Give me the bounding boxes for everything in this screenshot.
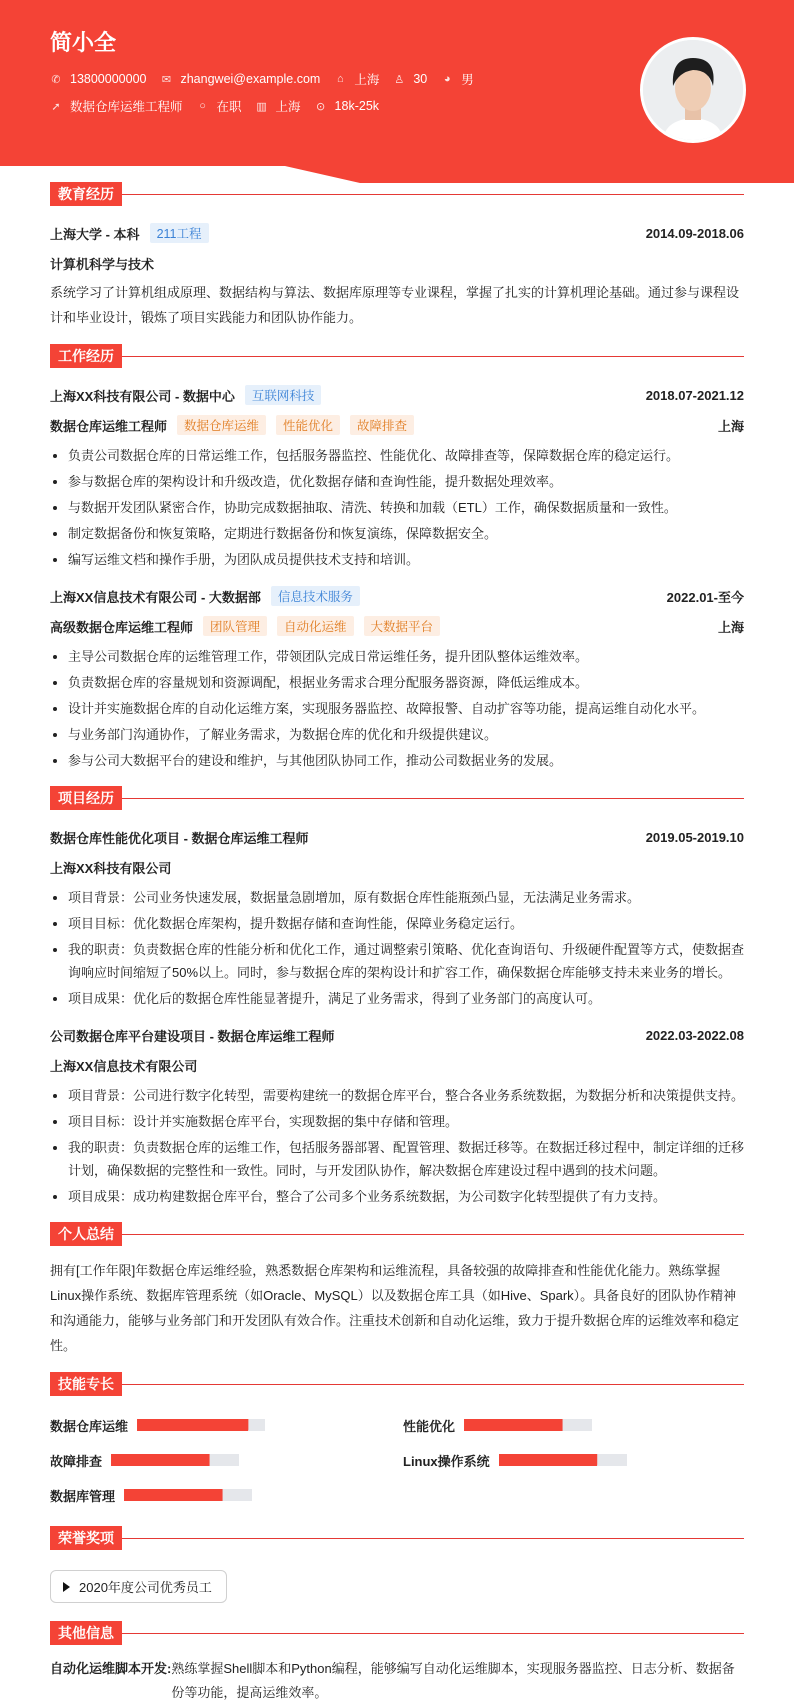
project-entry xyxy=(50,1020,744,1208)
job-entry xyxy=(50,581,744,772)
skill-name: 数据仓库运维 xyxy=(50,1418,129,1434)
section-header xyxy=(50,1222,744,1246)
other-value: 熟练掌握Shell脚本和Python编程，能够编写自动化运维脚本，实现服务器监控、日志分析、数据备份等功能，提高运维效率。 xyxy=(171,1661,735,1700)
job-status: 在职 xyxy=(216,100,242,114)
home-icon: ⌂ xyxy=(337,73,344,85)
resume-body xyxy=(50,182,744,1705)
industry-tag: 信息技术服务 xyxy=(271,586,360,606)
building-icon: ▥ xyxy=(256,100,267,113)
education-date: 2014.09-2018.06 xyxy=(645,225,744,241)
major: 计算机科学与技术 xyxy=(50,256,155,272)
other-list xyxy=(50,1657,744,1705)
skill-tag: 大数据平台 xyxy=(364,616,441,636)
skill-item xyxy=(50,1447,403,1473)
bullet-item: 我的职责：负责数据仓库的性能分析和优化工作，通过调整索引策略、优化查询语句、升级硬件配置等方式，使数据查询响应时间缩短了50%以上。同时，参与数据仓库的架构设计和扩容工作，确保数据仓库能够支持未来业务的增长。 xyxy=(50,938,744,984)
company-group xyxy=(50,385,321,405)
skill-item xyxy=(50,1412,403,1438)
skill-bar xyxy=(137,1419,265,1431)
project-date: 2022.03-2022.08 xyxy=(645,1027,744,1043)
skill-bar xyxy=(499,1454,627,1466)
job-date: 2018.07-2021.12 xyxy=(645,387,744,403)
skill-name: 故障排查 xyxy=(50,1453,103,1469)
skill-bar-fill xyxy=(124,1489,223,1501)
award-item xyxy=(50,1570,227,1603)
skill-item xyxy=(50,1482,403,1508)
skill-tag: 故障排查 xyxy=(350,415,414,435)
skill-name: Linux操作系统 xyxy=(403,1453,490,1469)
phone: 13800000000 xyxy=(70,72,147,86)
company-name: 上海XX科技有限公司 - 数据中心 xyxy=(50,388,235,404)
section-header xyxy=(50,182,744,206)
section-title: 荣誉奖项 xyxy=(50,1526,122,1550)
position: 高级数据仓库运维工程师 xyxy=(50,619,194,635)
candidate-name: 简小全 xyxy=(50,30,117,55)
bullet-item: 制定数据备份和恢复策略，定期进行数据备份和恢复演练，保障数据安全。 xyxy=(50,522,744,545)
age: 30 xyxy=(413,72,428,86)
award-name: 2020年度公司优秀员工 xyxy=(79,1580,212,1595)
divider xyxy=(122,1234,744,1235)
job-city: 上海 xyxy=(717,619,744,635)
skills-section xyxy=(50,1372,744,1508)
job-position-row xyxy=(50,410,744,440)
section-header xyxy=(50,1526,744,1550)
project-date: 2019.05-2019.10 xyxy=(645,829,744,845)
section-header xyxy=(50,786,744,810)
education-description: 系统学习了计算机组成原理、数据结构与算法、数据库原理等专业课程，掌握了扎实的计算机理论基础。通过参与课程设计和毕业设计，锻炼了项目实践能力和团队协作能力。 xyxy=(50,285,740,325)
awards-section xyxy=(50,1526,744,1621)
project-bullets xyxy=(50,886,744,1010)
bullet-item: 项目背景：公司进行数字化转型，需要构建统一的数据仓库平台，整合各业务系统数据，为数据分析和决策提供支持。 xyxy=(50,1084,744,1107)
skill-bar-fill xyxy=(499,1454,598,1466)
section-title: 项目经历 xyxy=(50,786,122,810)
divider xyxy=(122,194,744,195)
bullet-item: 负责数据仓库的容量规划和资源调配，根据业务需求合理分配服务器资源，降低运维成本。 xyxy=(50,671,744,694)
skill-name: 性能优化 xyxy=(403,1418,456,1434)
email: zhangwei@example.com xyxy=(180,72,321,86)
salary-icon: ⊙ xyxy=(315,100,326,113)
project-title-row xyxy=(50,822,744,852)
bullet-item: 参与公司大数据平台的建设和维护，与其他团队协同工作，推动公司数据业务的发展。 xyxy=(50,749,744,772)
skills-grid xyxy=(50,1408,744,1508)
skill-item xyxy=(403,1447,744,1473)
mail-icon: ✉ xyxy=(161,73,172,86)
education-section xyxy=(50,182,744,330)
skill-bar xyxy=(111,1454,239,1466)
work-section xyxy=(50,344,744,772)
gender: 男 xyxy=(461,73,474,87)
section-title: 工作经历 xyxy=(50,344,122,368)
job-intent-row xyxy=(50,97,393,115)
project-name: 公司数据仓库平台建设项目 - 数据仓库运维工程师 xyxy=(50,1028,335,1044)
phone-icon: ✆ xyxy=(51,73,61,86)
contact-row xyxy=(50,70,488,88)
summary-text: 拥有[工作年限]年数据仓库运维经验，熟悉数据仓库架构和运维流程，具备较强的故障排查和性能优化能力。熟练掌握Linux操作系统、数据库管理系统（如Oracle、MySQL）以及数据仓库工具（如Hive、Spark）。具备良好的团队协作精神和沟通能力，能够与业务部门和开发团队有效合作。注重技术创新和自动化运维，致力于提升数据仓库的运维效率和稳定性。 xyxy=(50,1263,740,1353)
job-bullets xyxy=(50,444,744,571)
send-icon: ➚ xyxy=(51,100,61,113)
project-title-row xyxy=(50,1020,744,1050)
target-job: 数据仓库运维工程师 xyxy=(70,100,183,114)
skill-bar-fill xyxy=(137,1419,248,1431)
bullet-item: 项目背景：公司业务快速发展，数据量急剧增加，原有数据仓库性能瓶颈凸显，无法满足业务需求。 xyxy=(50,886,744,909)
bullet-item: 主导公司数据仓库的运维管理工作，带领团队完成日常运维任务，提升团队整体运维效率。 xyxy=(50,645,744,668)
other-key: 自动化运维脚本开发: xyxy=(50,1661,172,1676)
projects-section xyxy=(50,786,744,1208)
divider xyxy=(122,1384,744,1385)
project-company: 上海XX信息技术有限公司 xyxy=(50,1058,198,1074)
company-name: 上海XX信息技术有限公司 - 大数据部 xyxy=(50,589,261,605)
other-item xyxy=(50,1657,744,1705)
skill-tag: 自动化运维 xyxy=(277,616,354,636)
bullet-item: 项目成果：成功构建数据仓库平台，整合了公司多个业务系统数据，为公司数字化转型提供了有力支持。 xyxy=(50,1185,744,1208)
section-header xyxy=(50,1372,744,1396)
position-group xyxy=(50,616,440,636)
company-group xyxy=(50,586,360,606)
bullet-item: 项目目标：优化数据仓库架构，提升数据存储和查询性能，保障业务稳定运行。 xyxy=(50,912,744,935)
other-section xyxy=(50,1621,744,1705)
job-company-row xyxy=(50,581,744,611)
skill-name: 数据库管理 xyxy=(50,1488,116,1504)
avatar xyxy=(640,37,746,143)
bullet-item: 我的职责：负责数据仓库的运维工作，包括服务器部署、配置管理、数据迁移等。在数据迁移过程中，制定详细的迁移计划，确保数据的完整性和一致性。同时，与开发团队协作，解决数据仓库建设过程中遇到的技术问题。 xyxy=(50,1136,744,1182)
section-title: 教育经历 xyxy=(50,182,122,206)
summary-section xyxy=(50,1222,744,1358)
skill-bar-fill xyxy=(464,1419,563,1431)
skill-bar xyxy=(124,1489,252,1501)
divider xyxy=(122,1633,744,1634)
bullet-item: 与业务部门沟通协作，了解业务需求，为数据仓库的优化和升级提供建议。 xyxy=(50,723,744,746)
divider xyxy=(122,356,744,357)
project-name: 数据仓库性能优化项目 - 数据仓库运维工程师 xyxy=(50,830,309,846)
bullet-item: 与数据开发团队紧密合作，协助完成数据抽取、清洗、转换和加载（ETL）工作，确保数据质量和一致性。 xyxy=(50,496,744,519)
skill-bar xyxy=(464,1419,592,1431)
skill-tag: 团队管理 xyxy=(203,616,267,636)
salary: 18k-25k xyxy=(334,99,380,113)
bullet-item: 项目成果：优化后的数据仓库性能显著提升，满足了业务需求，得到了业务部门的高度认可。 xyxy=(50,987,744,1010)
work-city: 上海 xyxy=(275,100,301,114)
section-title: 技能专长 xyxy=(50,1372,122,1396)
gender-icon: ◕ xyxy=(443,73,451,85)
skill-tag: 数据仓库运维 xyxy=(177,415,266,435)
bullet-item: 负责公司数据仓库的日常运维工作，包括服务器监控、性能优化、故障排查等，保障数据仓库的稳定运行。 xyxy=(50,444,744,467)
job-company-row xyxy=(50,380,744,410)
skill-item xyxy=(403,1412,744,1438)
industry-tag: 互联网科技 xyxy=(245,385,322,405)
awards-list xyxy=(50,1562,744,1621)
project-entry xyxy=(50,822,744,1010)
school: 上海大学 - 本科 xyxy=(50,226,140,242)
project-bullets xyxy=(50,1084,744,1208)
education-row xyxy=(50,218,744,248)
school-tag: 211工程 xyxy=(150,223,209,243)
caret-right-icon xyxy=(63,1582,70,1592)
job-date: 2022.01-至今 xyxy=(666,589,744,605)
bullet-item: 设计并实施数据仓库的自动化运维方案，实现服务器监控、故障报警、自动扩容等功能，提高运维自动化水平。 xyxy=(50,697,744,720)
divider xyxy=(122,1538,744,1539)
divider xyxy=(122,798,744,799)
skill-tag: 性能优化 xyxy=(276,415,340,435)
bullet-item: 项目目标：设计并实施数据仓库平台，实现数据的集中存储和管理。 xyxy=(50,1110,744,1133)
city: 上海 xyxy=(354,73,380,87)
status-icon: ○ xyxy=(199,100,206,112)
job-entry xyxy=(50,380,744,571)
job-city: 上海 xyxy=(717,418,744,434)
project-company: 上海XX科技有限公司 xyxy=(50,860,172,876)
position-group xyxy=(50,415,414,435)
section-title: 其他信息 xyxy=(50,1621,122,1645)
bullet-item: 参与数据仓库的架构设计和升级改造，优化数据存储和查询性能，提升数据处理效率。 xyxy=(50,470,744,493)
job-position-row xyxy=(50,611,744,641)
age-icon: ♙ xyxy=(394,73,405,86)
section-header xyxy=(50,1621,744,1645)
bullet-item: 编写运维文档和操作手册，为团队成员提供技术支持和培训。 xyxy=(50,548,744,571)
job-bullets xyxy=(50,645,744,772)
position: 数据仓库运维工程师 xyxy=(50,418,168,434)
section-header xyxy=(50,344,744,368)
skill-bar-fill xyxy=(111,1454,210,1466)
section-title: 个人总结 xyxy=(50,1222,122,1246)
